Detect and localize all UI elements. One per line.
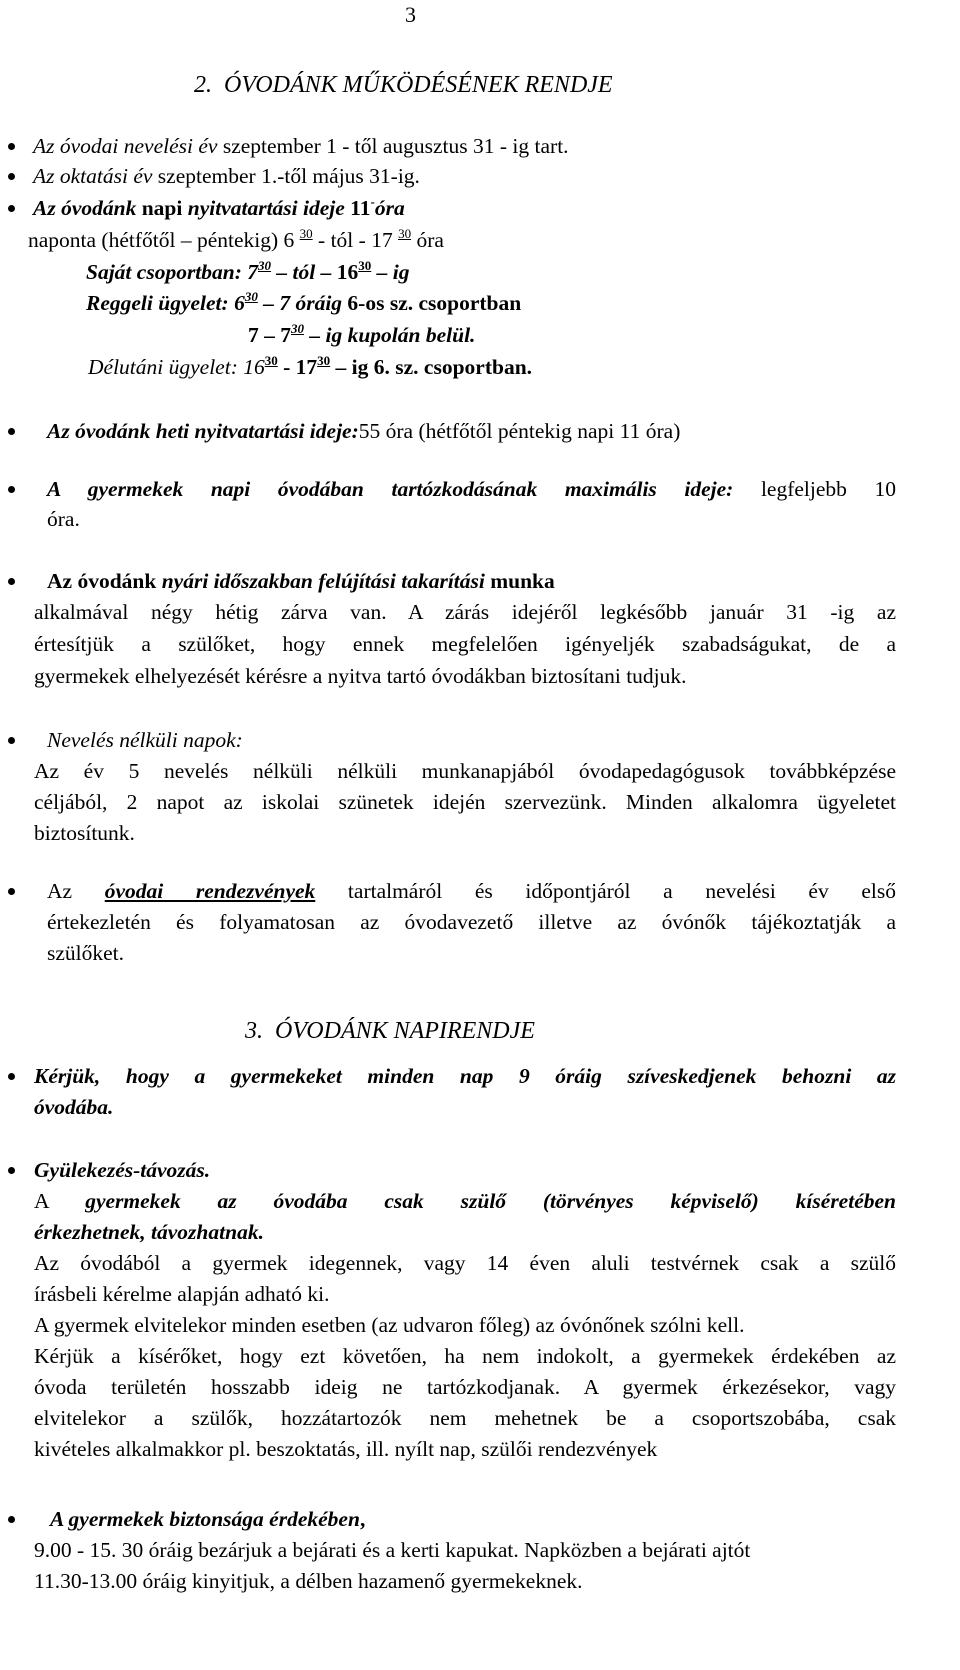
paragraph-line: értesítjük a szülőket, hogy ennek megfelelően igényeljék szabadságukat, de a: [34, 632, 896, 656]
section-title: ÓVODÁNK MŰKÖDÉSÉNEK RENDJE: [224, 72, 613, 98]
list-item-continuation: óvodába.: [34, 1095, 114, 1119]
paragraph-line: kivételes alkalmakkor pl. beszoktatás, ill. nyílt nap, szülői rendezvények: [34, 1437, 658, 1461]
paragraph-line: Az óvodából a gyermek idegennek, vagy 14 éven aluli testvérnek csak a szülő: [34, 1251, 896, 1275]
paragraph-line: írásbeli kérelme alapján adható ki.: [34, 1282, 330, 1306]
bullet-icon: [8, 1516, 15, 1523]
list-item-title: Gyülekezés-távozás.: [34, 1158, 211, 1182]
paragraph-line: A gyermek elvitelekor minden esetben (az udvaron főleg) az óvónőnek szólni kell.: [34, 1313, 745, 1337]
list-item: A gyermekek napi óvodában tartózkodásának maximális ideje: legfeljebb 10: [47, 477, 896, 501]
paragraph-line: céljából, 2 napot az iskolai szünetek idején szervezünk. Minden alkalomra ügyeletet: [34, 790, 896, 814]
bullet-icon: [8, 173, 15, 180]
paragraph-line: Az év 5 nevelés nélküli nélküli munkanapjából óvodapedagógusok továbbképzése: [34, 759, 896, 783]
section-number: 2.: [194, 72, 212, 98]
bullet-icon: [8, 578, 15, 585]
text: szeptember 1 - től augusztus 31 - ig tart.: [217, 134, 569, 158]
section-title: ÓVODÁNK NAPIRENDJE: [275, 1018, 535, 1044]
page-number: 3: [405, 2, 416, 27]
morning-duty-hours: Reggeli ügyelet: $6^{30} - 7$ óráig 6-os sz. csoportban: [86, 289, 522, 315]
list-item: Az óvodánk heti nyitvatartási ideje:55 óra (hétfőtől péntekig napi 11 óra): [47, 419, 681, 443]
paragraph-line: 9.00 - 15. 30 óráig bezárjuk a bejárati és a kerti kapukat. Napközben a bejárati ajtót: [34, 1538, 751, 1562]
list-item-continuation: óra.: [47, 507, 80, 531]
list-item: [33, 163, 420, 189]
opening-hours-line: Az óvodánk napi nyitvatartási ideje 11-óra: [33, 194, 405, 220]
bullet-icon: [8, 205, 15, 212]
section-number: 3.: [245, 1018, 263, 1044]
list-item-title: A gyermekek biztonsága érdekében,: [50, 1507, 366, 1531]
paragraph-line: Kérjük a kísérőket, hogy ezt követően, ha nem indokolt, a gyermekek érdekében az: [34, 1344, 896, 1368]
bullet-icon: [8, 486, 15, 493]
afternoon-duty-hours: Délutáni ügyelet: $16^{30} - 17^{30}$ – ig 6. sz. csoportban.: [88, 353, 533, 379]
bullet-icon: [8, 1073, 15, 1080]
section-heading-3: [245, 1018, 535, 1044]
bullet-icon: [8, 737, 15, 744]
paragraph-line: értekezletén és folyamatosan az óvodavezető illetve az óvónők tájékoztatják a: [47, 910, 896, 934]
term: Az oktatási év: [33, 164, 153, 188]
bullet-icon: [8, 1167, 15, 1174]
section-heading-2: [194, 72, 613, 98]
list-item: Az óvodánk nyári időszakban felújítási takarítási munka: [47, 569, 555, 593]
paragraph-line: elvitelekor a szülők, hozzátartozók nem mehetnek be a csoportszobába, csak: [34, 1406, 896, 1430]
list-item: [33, 133, 569, 159]
morning-duty-hours-2: $7 - 7^{30}$ – ig kupolán belül.: [248, 321, 476, 347]
bullet-icon: [8, 428, 15, 435]
term: Az óvodai nevelési év: [33, 134, 218, 158]
paragraph-line: alkalmával négy hétig zárva van. A zárás idejéről legkésőbb január 31 -ig az: [34, 600, 896, 624]
own-group-hours: Saját csoportban: $7^{30}$ – tól – $16^{30}$ – ig: [86, 258, 410, 284]
paragraph-line: óvoda területén hosszabb ideig ne tartózkodjanak. A gyermek érkezésekor, vagy: [34, 1375, 896, 1399]
text: szeptember 1.-től május 31-ig.: [152, 164, 420, 188]
paragraph-line: érkezhetnek, távozhatnak.: [34, 1220, 264, 1244]
paragraph-line: 11.30-13.00 óráig kinyitjuk, a délben hazamenő gyermekeknek.: [34, 1569, 583, 1593]
paragraph-line: A gyermekek az óvodába csak szülő (törvényes képviselő) kíséretében: [34, 1189, 896, 1213]
list-item: Kérjük, hogy a gyermekeket minden nap 9 óráig szíveskedjenek behozni az: [34, 1064, 896, 1088]
paragraph-line: szülőket.: [47, 941, 125, 965]
bullet-icon: [8, 143, 15, 150]
bullet-icon: [8, 888, 15, 895]
list-item-title: Nevelés nélküli napok:: [47, 728, 243, 752]
paragraph-line: gyermekek elhelyezését kérésre a nyitva tartó óvodákban biztosítani tudjuk.: [34, 664, 687, 688]
paragraph-line: biztosítunk.: [34, 821, 135, 845]
list-item: Az óvodai rendezvények tartalmáról és időpontjáról a nevelési év első: [47, 879, 896, 903]
opening-hours-line: naponta (hétfőtől – péntekig) 6 $^{30}$ - tól - 17 $^{30}$ óra: [28, 226, 444, 252]
